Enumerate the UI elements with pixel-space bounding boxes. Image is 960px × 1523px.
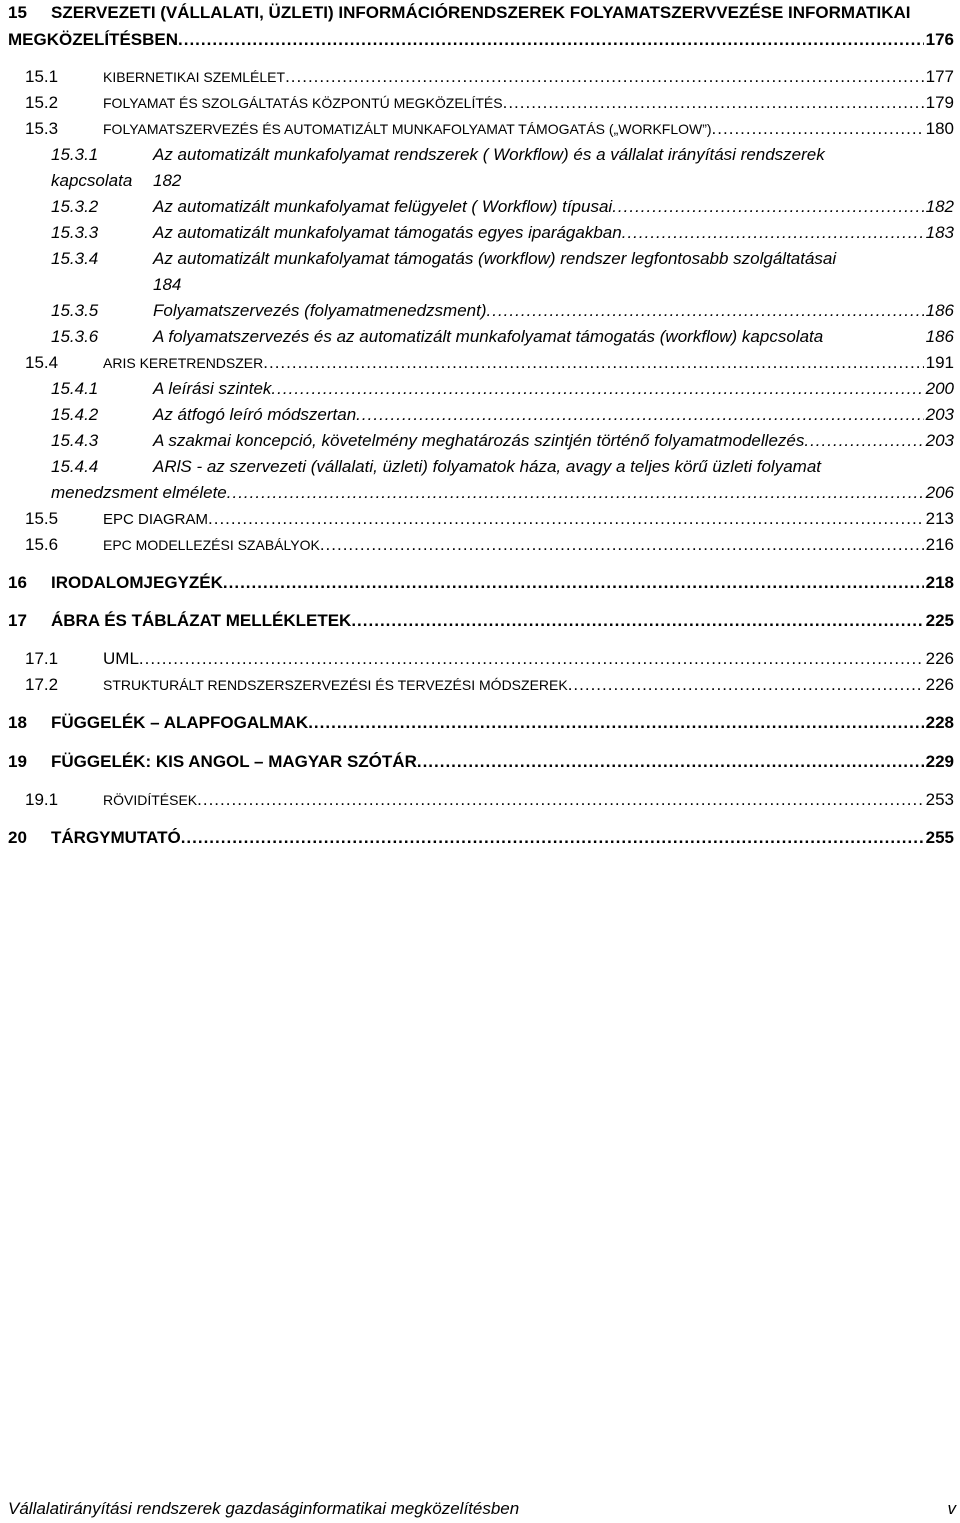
toc-page: 191 (925, 353, 954, 372)
toc-title: RÖVIDÍTÉSEK (103, 792, 198, 808)
toc-title: FÜGGELÉK: KIS ANGOL – MAGYAR SZÓTÁR (51, 752, 417, 771)
toc-title: KIBERNETIKAI SZEMLÉLET (103, 69, 286, 85)
dot-leader (568, 674, 924, 696)
toc-page: 206 (925, 483, 954, 502)
toc-number: 20 (8, 828, 27, 847)
toc-number: 15.5 (25, 509, 59, 528)
dot-leader (712, 118, 924, 140)
dot-leader (487, 300, 924, 322)
toc-title: FOLYAMATSZERVEZÉS ÉS AUTOMATIZÁLT MUNKAFOLYAMAT TÁMOGATÁS („WORKFLOW”) (103, 121, 712, 137)
toc-page: 253 (925, 790, 954, 809)
footer-title: Vállalatirányítási rendszerek gazdaságinformatikai megközelítésben (8, 1499, 520, 1518)
toc-page: 182 (153, 171, 182, 190)
toc-number: 15.3.6 (51, 327, 99, 346)
toc-number: 15.3.4 (51, 249, 99, 268)
toc-page: 228 (925, 713, 954, 732)
toc-title: Az automatizált munkafolyamat támogatás (workflow) rendszer legfontosabb szolgáltatásai (153, 249, 837, 268)
toc-title: ÁBRA ÉS TÁBLÁZAT MELLÉKLETEK (51, 611, 352, 630)
toc-title-continuation: kapcsolata (51, 171, 133, 190)
toc-title: Az átfogó leíró módszertan (153, 405, 357, 424)
toc-page: 213 (925, 509, 954, 528)
toc-page: 180 (925, 119, 954, 138)
dot-leader (320, 534, 924, 556)
toc-number: 15.6 (25, 535, 59, 554)
toc-number: 19 (8, 752, 27, 771)
toc-page: 203 (925, 431, 954, 450)
toc-page: 176 (925, 30, 954, 49)
dot-leader (612, 196, 923, 218)
toc-title: ARlS - az szervezeti (vállalati, üzleti) folyamatok háza, avagy a teljes körű üzleti folyamat (153, 457, 821, 476)
toc-number: 17.2 (25, 675, 59, 694)
dot-leader (351, 610, 923, 632)
toc-number: 15.2 (25, 93, 59, 112)
toc-number: 15.4.1 (51, 379, 99, 398)
toc-title: Az automatizált munkafolyamat felügyelet ( Workflow) típusai (153, 197, 613, 216)
toc-title: UML (103, 649, 139, 668)
toc-page: 218 (925, 573, 954, 592)
toc-number: 19.1 (25, 790, 59, 809)
toc-page: 255 (925, 828, 954, 847)
toc-number: 15.3.5 (51, 301, 99, 320)
toc-title: Folyamatszervezés (folyamatmenedzsment) (153, 301, 487, 320)
toc-number: 16 (8, 573, 27, 592)
dot-leader (804, 430, 923, 452)
dot-leader (356, 404, 923, 426)
toc-title: A szakmai koncepció, követelmény meghatározás szintjén történő folyamatmodellezés (153, 431, 805, 450)
dot-leader (271, 378, 923, 400)
toc-number: 15.1 (25, 67, 59, 86)
dot-leader (417, 751, 924, 773)
dot-leader (227, 482, 924, 504)
toc-title: EPC MODELLEZÉSI SZABÁLYOK (103, 537, 320, 553)
toc-title: SZERVEZETI (VÁLLALATI, ÜZLETI) INFORMÁCIÓRENDSZEREK FOLYAMATSZERVVEZÉSE INFORMATIKAI (51, 3, 911, 22)
toc-number: 15.3.1 (51, 145, 99, 164)
toc-number: 17 (8, 611, 27, 630)
toc-page: 229 (925, 752, 954, 771)
toc-number: 17.1 (25, 649, 59, 668)
toc-title: FÜGGELÉK – ALAPFOGALMAK (51, 713, 309, 732)
dot-leader (622, 222, 924, 244)
toc-number: 15 (8, 3, 27, 22)
toc-page: 186 (925, 327, 954, 346)
toc-page: 177 (925, 67, 954, 86)
toc-number: 15.4.4 (51, 457, 99, 476)
toc-page: 184 (153, 275, 182, 294)
toc-title: Az automatizált munkafolyamat rendszerek ( Workflow) és a vállalat irányítási rendszerek (153, 145, 825, 164)
toc-title: A folyamatszervezés és az automatizált munkafolyamat támogatás (workflow) kapcsolata (153, 327, 824, 346)
toc-number: 18 (8, 713, 27, 732)
dot-leader (263, 352, 923, 374)
footer-page-number: v (947, 1499, 956, 1518)
dot-leader (197, 789, 923, 811)
toc-title: EPC DIAGRAM (103, 511, 209, 528)
dot-leader (285, 66, 924, 88)
toc-title: TÁRGYMUTATÓ (51, 828, 181, 847)
toc-page: 226 (925, 649, 954, 668)
toc-title-continuation: MEGKÖZELÍTÉSBEN (8, 30, 179, 49)
toc-number: 15.4.2 (51, 405, 99, 424)
toc-title: STRUKTURÁLT RENDSZERSZERVEZÉSI ÉS TERVEZÉSI MÓDSZEREK (103, 677, 568, 693)
toc-page: 186 (925, 301, 954, 320)
toc-title: IRODALOMJEGYZÉK (51, 573, 223, 592)
toc-page: 203 (925, 405, 954, 424)
toc-number: 15.3.3 (51, 223, 99, 242)
dot-leader (181, 827, 924, 849)
toc-page: 216 (925, 535, 954, 554)
toc-number: 15.4 (25, 353, 59, 372)
toc-title: FOLYAMAT ÉS SZOLGÁLTATÁS KÖZPONTÚ MEGKÖZELÍTÉS (103, 95, 503, 111)
toc-title: ARIS KERETRENDSZER (103, 355, 264, 371)
toc-title: Az automatizált munkafolyamat támogatás egyes iparágakban (153, 223, 622, 242)
toc-title: A leírási szintek (153, 379, 272, 398)
dot-leader (208, 508, 924, 530)
toc-number: 15.3.2 (51, 197, 99, 216)
dot-leader (503, 92, 924, 114)
dot-leader (139, 648, 924, 670)
toc-page: 182 (925, 197, 954, 216)
toc-page: 179 (925, 93, 954, 112)
dot-leader (223, 572, 924, 594)
toc-number: 15.3 (25, 119, 59, 138)
toc-number: 15.4.3 (51, 431, 99, 450)
dot-leader (178, 29, 924, 51)
toc-page: 225 (925, 611, 954, 630)
toc-page: 183 (925, 223, 954, 242)
toc-page: 226 (925, 675, 954, 694)
dot-leader (308, 712, 923, 734)
toc-page: 200 (925, 379, 954, 398)
toc-title-continuation: menedzsment elmélete (51, 483, 227, 502)
